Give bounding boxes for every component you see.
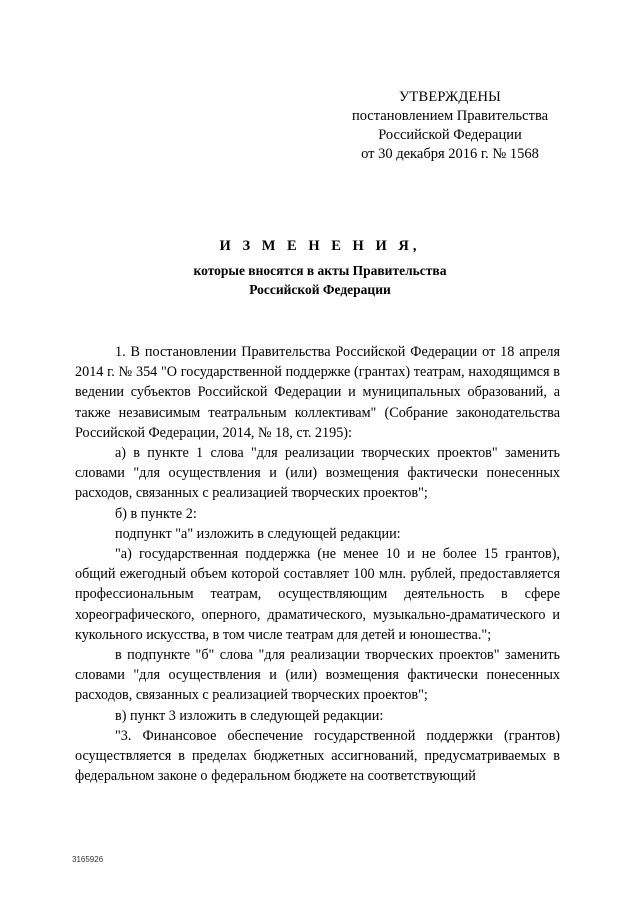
approval-title: УТВЕРЖДЕНЫ	[398, 89, 502, 105]
paragraph-5: "а) государственная поддержка (не менее 10 и не более 15 грантов), общий ежегодный объем которой составляет 100 млн. рублей, предоставляется профессиональным театрам, осуществляющим деятельность в сфере хореографического, оперного, драматического, музыкально-драматического и кукольного искусства, в том числе театрам для детей и юношества.";	[75, 546, 560, 643]
approval-line-1: постановлением Правительства	[351, 108, 549, 124]
document-subtitle-line-1: которые вносятся в акты Правительства	[193, 263, 447, 278]
document-subtitle	[0, 261, 640, 299]
paragraph-8: "3. Финансовое обеспечение государственной поддержки (грантов) осуществляется в пределах бюджетных ассигнований, предусматриваемых в федеральном законе о федеральном бюджете на соответствующий	[75, 727, 560, 785]
paragraph-1: 1. В постановлении Правительства Российской Федерации от 18 апреля 2014 г. № 354 "О государственной поддержке (грантах) театрам, находящимся в ведении субъектов Российской Федерации и муниципальных образований, а также независимым театральным коллективам" (Собрание законодательства Российской Федерации, 2014, № 18, ст. 2195):	[75, 344, 560, 441]
paragraph-4: подпункт "а" изложить в следующей редакции:	[115, 525, 401, 542]
paragraph-2: а) в пункте 1 слова "для реализации творческих проектов" заменить словами "для осуществления и (или) возмещения фактически понесенных расходов, связанных с реализацией творческих проектов";	[75, 445, 560, 502]
document-body	[75, 342, 560, 786]
paragraph-6: в подпункте "б" слова "для реализации творческих проектов" заменить словами "для осуществления и (или) возмещения фактически понесенных расходов, связанных с реализацией творческих проектов";	[75, 647, 560, 704]
document-subtitle-line-2: Российской Федерации	[249, 282, 391, 297]
approval-line-2: Российской Федерации	[378, 127, 522, 143]
paragraph-7: в) пункт 3 изложить в следующей редакции:	[115, 707, 384, 724]
approval-stamp-block	[330, 88, 570, 164]
document-title: И З М Е Н Е Н И Я,	[219, 238, 421, 254]
paragraph-3: б) в пункте 2:	[115, 505, 197, 522]
approval-line-3: от 30 декабря 2016 г. № 1568	[361, 146, 539, 162]
document-footer-code: 3165926	[72, 855, 104, 864]
